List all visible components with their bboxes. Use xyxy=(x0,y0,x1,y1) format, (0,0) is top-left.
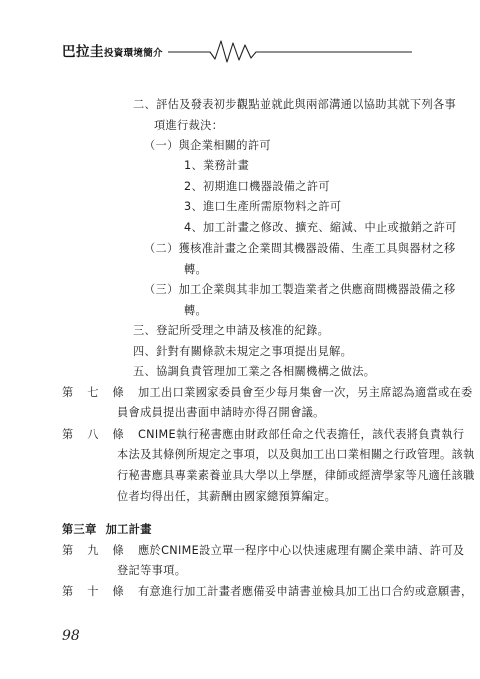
header-title-sub: 投資環境簡介 xyxy=(104,48,163,59)
text-line: 4、加工計畫之修改、擴充、縮減、中止或撤銷之許可 xyxy=(184,221,457,234)
text-line: 四、針對有關條款未規定之事項提出見解。 xyxy=(133,345,353,358)
article-text: 員會成員提出書面申請時亦得召開會議。 xyxy=(117,406,325,419)
article-text: 位者均得出任，其薪酬由國家總預算編定。 xyxy=(117,490,337,503)
article-text: 應於CNIME設立單一程序中心以快速處理有關企業申請、許可及 xyxy=(138,544,465,557)
text-line: （一）與企業相關的許可 xyxy=(144,139,271,152)
text-line: 二、評估及發表初步觀點並就此與兩部溝通以協助其就下列各事 xyxy=(133,98,457,111)
header-wave-rule xyxy=(0,32,480,72)
text-line: 2、初期進口機器設備之許可 xyxy=(184,180,330,193)
text-line: 五、協調負責管理加工業之各相關機構之做法。 xyxy=(133,365,376,378)
text-line: 項進行裁決： xyxy=(154,119,224,132)
text-line: （二）獲核准計畫之企業間其機器設備、生產工具與器材之移 xyxy=(144,242,456,255)
article-label: 第 九 條 xyxy=(62,544,124,557)
text-line: 1、業務計畫 xyxy=(184,159,250,172)
article-label: 第 八 條 xyxy=(62,428,124,441)
chapter-number: 第三章 xyxy=(62,523,97,536)
article-text: CNIME執行秘書應由財政部任命之代表擔任，該代表將負責執行 xyxy=(138,428,465,441)
article-text: 登記等事項。 xyxy=(117,564,187,577)
text-line: 3、進口生產所需原物料之許可 xyxy=(184,200,342,213)
article-text: 行秘書應具專業素養並具大學以上學歷，律師或經濟學家等凡適任該職 xyxy=(117,469,475,482)
text-line: 三、登記所受理之申請及核准的紀錄。 xyxy=(133,324,330,337)
text-line: （三）加工企業與其非加工製造業者之供應商間機器設備之移 xyxy=(144,283,456,296)
article-text: 加工出口業國家委員會至少每月集會一次，另主席認為適當或在委 xyxy=(138,386,473,399)
chapter-heading xyxy=(62,523,152,537)
article-label: 第 七 條 xyxy=(62,386,124,399)
chapter-title: 加工計畫 xyxy=(105,523,152,536)
article-label: 第 十 條 xyxy=(62,585,124,598)
article-text: 有意進行加工計畫者應備妥申請書並檢具加工出口合約或意願書， xyxy=(138,585,473,598)
text-line: 轉。 xyxy=(184,263,208,276)
page-number: 98 xyxy=(62,628,80,644)
text-line: 轉。 xyxy=(184,304,208,317)
header-title-main: 巴拉圭 xyxy=(62,44,104,60)
article-text: 本法及其條例所規定之事項，以及與加工出口業相關之行政管理。該執 xyxy=(117,448,475,461)
